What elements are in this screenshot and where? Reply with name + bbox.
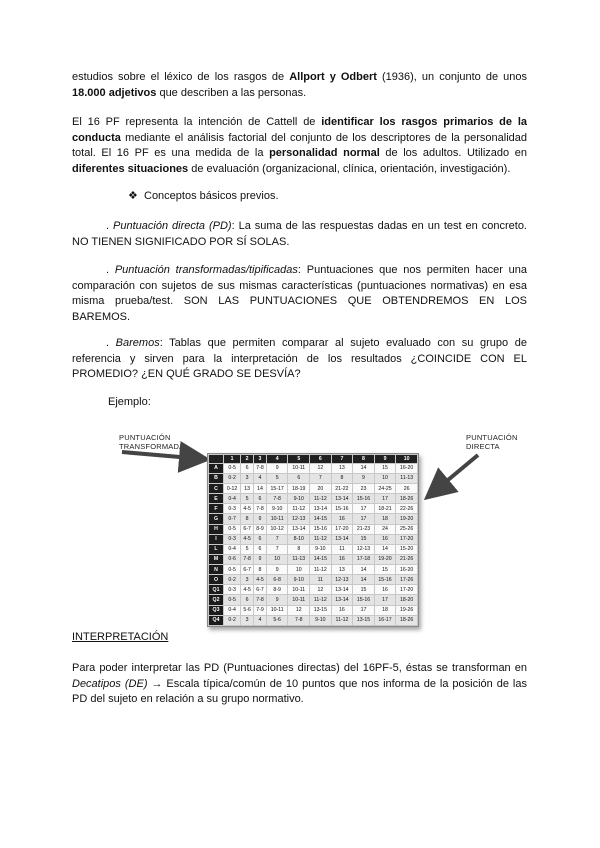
table-cell: 14 [374, 544, 396, 554]
header-cell: 3 [254, 455, 267, 464]
header-cell: 9 [374, 455, 396, 464]
table-cell: 16-20 [396, 565, 418, 575]
table-cell: 13-15 [353, 615, 375, 625]
table-cell: 7-8 [241, 554, 254, 564]
header-cell: 10 [396, 455, 418, 464]
table-cell: 13 [241, 484, 254, 494]
table-cell: 7-8 [254, 595, 267, 605]
table-cell: 6-7 [241, 524, 254, 534]
table-cell: 18-26 [396, 494, 418, 504]
table-row [209, 575, 418, 585]
table-cell: 17 [353, 514, 375, 524]
table-cell: 9 [254, 554, 267, 564]
label-puntuacion-transformada: PUNTUACIÓN TRANSFORMADA [119, 433, 185, 451]
table-cell: 13-14 [331, 494, 353, 504]
paragraph-interpretacion: Para poder interpretar las PD (Puntuaciones directas) del 16PF-5, éstas se transforman en Decatipos (DE) → Escala típica/común de 10 puntos que nos informa de la posición de las PD del sujeto en relación a su grupo normativo. [72, 662, 527, 705]
table-cell: 14 [353, 463, 375, 473]
table-cell: 26 [396, 484, 418, 494]
table-cell: 0-7 [224, 514, 241, 524]
table-cell: 3 [241, 473, 254, 483]
table-cell: 12-13 [353, 544, 375, 554]
table-cell: 10-11 [266, 605, 288, 615]
bold-adjetivos: 18.000 adjetivos [72, 86, 157, 99]
table-cell: 0-4 [224, 605, 241, 615]
table-cell: 17 [374, 595, 396, 605]
table-cell: 0-4 [224, 494, 241, 504]
table-cell: 16-20 [396, 463, 418, 473]
table-cell: 18 [374, 514, 396, 524]
table-cell: 9-10 [288, 575, 310, 585]
table-cell: 3 [241, 615, 254, 625]
table-cell: 19-20 [374, 554, 396, 564]
table-cell: 0-3 [224, 585, 241, 595]
table-cell: 17-26 [396, 575, 418, 585]
table-cell: 11-12 [310, 494, 332, 504]
paragraph-16pf: El 16 PF representa la intención de Cattell de identificar los rasgos primarios de la conducta mediante el análisis factorial del conjunto de los descriptores de la personalidad total. El 16 PF es una medida de la personalidad normal de los adultos. Utilizado en diferentes situaciones de evaluación (organizacional, clínica, orientación, investigación). [72, 116, 527, 175]
table-cell: 4-5 [241, 504, 254, 514]
table-cell: 0-5 [224, 565, 241, 575]
table-cell: 0-2 [224, 615, 241, 625]
table-cell: 4 [254, 473, 267, 483]
row-label: H [209, 524, 224, 534]
table-cell: 7-8 [254, 504, 267, 514]
label-puntuacion-directa: PUNTUACIÓN DIRECTA [466, 433, 518, 451]
table-cell: 15-16 [353, 494, 375, 504]
table-cell: 9 [254, 514, 267, 524]
table-body [209, 463, 418, 625]
table-cell: 16 [331, 605, 353, 615]
table-cell: 15 [353, 534, 375, 544]
table-cell: 4-5 [254, 575, 267, 585]
table-row [209, 554, 418, 564]
header-cell: 2 [241, 455, 254, 464]
table-cell: 5 [266, 473, 288, 483]
ejemplo-label: Ejemplo: [108, 396, 151, 408]
table-cell: 18 [374, 605, 396, 615]
row-label: Q1 [209, 585, 224, 595]
table-cell: 8 [241, 514, 254, 524]
table-cell: 12 [310, 463, 332, 473]
table-cell: 11-12 [310, 595, 332, 605]
table-cell: 17-20 [396, 585, 418, 595]
table-cell: 15 [374, 565, 396, 575]
header-cell: 8 [353, 455, 375, 464]
table-cell: 7-8 [266, 494, 288, 504]
table-cell: 8 [288, 544, 310, 554]
row-label: G [209, 514, 224, 524]
table-row [209, 585, 418, 595]
table-cell: 17-20 [396, 534, 418, 544]
row-label: E [209, 494, 224, 504]
table-cell: 4 [254, 615, 267, 625]
table-cell: 17 [353, 605, 375, 615]
table-cell: 15-16 [331, 504, 353, 514]
table-cell: 8 [331, 473, 353, 483]
table-cell: 12-13 [331, 575, 353, 585]
row-label: B [209, 473, 224, 483]
table-cell: 10-11 [266, 514, 288, 524]
row-label: Q4 [209, 615, 224, 625]
table-cell: 8-10 [288, 534, 310, 544]
table-cell: 19-20 [396, 514, 418, 524]
bold-allport-odbert: Allport y Odbert [289, 71, 377, 83]
table-cell: 5-6 [241, 605, 254, 615]
table-cell: 16 [331, 554, 353, 564]
row-label: N [209, 565, 224, 575]
header-cell [209, 455, 224, 464]
table-cell: 13-14 [331, 585, 353, 595]
row-label: O [209, 575, 224, 585]
table-row [209, 595, 418, 605]
definition-puntuacion-directa: . Puntuación directa (PD): La suma de las respuestas dadas en un test en concreto. NO TIENEN SIGNIFICADO POR SÍ SOLAS. [72, 220, 527, 248]
header-cell: 1 [224, 455, 241, 464]
row-label: M [209, 554, 224, 564]
table-cell: 6 [254, 534, 267, 544]
table-cell: 8 [254, 565, 267, 575]
table-cell: 7-9 [254, 605, 267, 615]
table-cell: 0-3 [224, 504, 241, 514]
table-cell: 18-20 [396, 595, 418, 605]
table-header [209, 455, 418, 464]
table-cell: 6-7 [254, 585, 267, 595]
table-cell: 7 [266, 544, 288, 554]
table-row [209, 463, 418, 473]
paragraph-lexico: estudios sobre el léxico de los rasgos de Allport y Odbert (1936), un conjunto de unos 18.000 adjetivos que describen a las personas. [72, 71, 527, 99]
table-cell: 14 [353, 575, 375, 585]
table-cell: 7-8 [254, 463, 267, 473]
table-row [209, 565, 418, 575]
table-row [209, 615, 418, 625]
table-cell: 18-26 [396, 615, 418, 625]
table-row [209, 494, 418, 504]
table-cell: 7 [266, 534, 288, 544]
row-label: C [209, 484, 224, 494]
table-cell: 9-10 [266, 504, 288, 514]
definition-baremos: . Baremos: Tablas que permiten comparar al sujeto evaluado con su grupo de referencia y sirven para la interpretación de los resultados ¿COINCIDE CON EL PROMEDIO? ¿EN QUÉ GRADO SE DESVÍA? [72, 337, 527, 380]
table-cell: 9-10 [310, 544, 332, 554]
table-row [209, 504, 418, 514]
table-cell: 6-8 [266, 575, 288, 585]
table-cell: 9-10 [310, 615, 332, 625]
table-cell: 16 [374, 585, 396, 595]
table-cell: 19-26 [396, 605, 418, 615]
table-cell: 9 [266, 463, 288, 473]
table-cell: 13 [331, 463, 353, 473]
table-cell: 9 [353, 473, 375, 483]
table-cell: 18-19 [288, 484, 310, 494]
table-cell: 15-16 [310, 524, 332, 534]
table-cell: 11-12 [331, 615, 353, 625]
table-cell: 0-5 [224, 463, 241, 473]
table-cell: 0-2 [224, 473, 241, 483]
table-cell: 21-26 [396, 554, 418, 564]
table-cell: 15-17 [266, 484, 288, 494]
table-cell: 7-8 [288, 615, 310, 625]
table-cell: 13-14 [288, 524, 310, 534]
header-cell: 6 [310, 455, 332, 464]
table-cell: 5 [241, 494, 254, 504]
table-cell: 8-9 [254, 524, 267, 534]
table-cell: 10-11 [288, 463, 310, 473]
table-row [209, 473, 418, 483]
table-cell: 9 [266, 595, 288, 605]
table-cell: 15-20 [396, 544, 418, 554]
table-cell: 14 [254, 484, 267, 494]
table-cell: 16 [374, 534, 396, 544]
table-cell: 5 [241, 544, 254, 554]
baremo-table [207, 453, 419, 627]
table-cell: 6 [288, 473, 310, 483]
table-cell: 12-13 [288, 514, 310, 524]
row-label: L [209, 544, 224, 554]
table-cell: 13-15 [310, 605, 332, 615]
table-cell: 8-9 [266, 585, 288, 595]
table-cell: 14 [353, 565, 375, 575]
table-cell: 20 [310, 484, 332, 494]
row-label: A [209, 463, 224, 473]
table-cell: 18-21 [374, 504, 396, 514]
table-cell: 13-14 [331, 534, 353, 544]
table-cell: 0-6 [224, 554, 241, 564]
table-cell: 14-15 [310, 554, 332, 564]
table-cell: 9 [266, 565, 288, 575]
table-cell: 6 [254, 494, 267, 504]
heading-interpretacion: INTERPRETACIÓN [72, 631, 169, 643]
table-cell: 17 [353, 504, 375, 514]
bullet-conceptos: ❖ Conceptos básicos previos. [128, 190, 279, 202]
table-cell: 11-12 [288, 504, 310, 514]
table-cell: 14-15 [310, 514, 332, 524]
table-cell: 11-12 [310, 565, 332, 575]
table-cell: 21-22 [331, 484, 353, 494]
header-cell: 4 [266, 455, 288, 464]
table-cell: 6 [241, 463, 254, 473]
definition-puntuacion-transformada: . Puntuación transformadas/tipificadas: Puntuaciones que nos permiten hacer una comparación con sujetos de sus mismas características (puntuaciones normativas) en esa misma prueba/test. SON LAS PUNTUACIONES QUE OBTENDREMOS EN LOS BAREMOS. [72, 264, 527, 323]
table-cell: 0-5 [224, 595, 241, 605]
table-cell: 10-11 [288, 595, 310, 605]
table-cell: 24 [374, 524, 396, 534]
table-cell: 13 [331, 565, 353, 575]
table-cell: 5-6 [266, 615, 288, 625]
table-cell: 12 [310, 585, 332, 595]
table-cell: 12 [288, 605, 310, 615]
table-cell: 0-3 [224, 534, 241, 544]
table-cell: 11-13 [288, 554, 310, 564]
table-cell: 10 [374, 473, 396, 483]
row-label: I [209, 534, 224, 544]
table-cell: 10 [288, 565, 310, 575]
table-cell: 0-12 [224, 484, 241, 494]
table-cell: 23 [353, 484, 375, 494]
table-cell: 13-14 [331, 595, 353, 605]
table-cell: 9-10 [288, 494, 310, 504]
table-cell: 11-12 [310, 534, 332, 544]
table-cell: 15 [374, 463, 396, 473]
table-cell: 15-16 [374, 575, 396, 585]
table-cell: 22-26 [396, 504, 418, 514]
table-cell: 25-26 [396, 524, 418, 534]
table-cell: 17-20 [331, 524, 353, 534]
table-cell: 21-23 [353, 524, 375, 534]
table-cell: 13-14 [310, 504, 332, 514]
table-cell: 0-5 [224, 524, 241, 534]
table-cell: 11 [331, 544, 353, 554]
header-cell: 7 [331, 455, 353, 464]
table-cell: 3 [241, 575, 254, 585]
table-cell: 6 [241, 595, 254, 605]
arrow-right-icon [430, 455, 478, 495]
header-cell: 5 [288, 455, 310, 464]
table-cell: 0-4 [224, 544, 241, 554]
table-cell: 10-11 [288, 585, 310, 595]
table-cell: 7 [310, 473, 332, 483]
table-row [209, 484, 418, 494]
table-cell: 6-7 [241, 565, 254, 575]
table-cell: 11-13 [396, 473, 418, 483]
table-row [209, 524, 418, 534]
table-row [209, 544, 418, 554]
table-cell: 17-18 [353, 554, 375, 564]
table-cell: 15 [353, 585, 375, 595]
table-cell: 17 [374, 494, 396, 504]
diamond-bullet-icon: ❖ [128, 190, 138, 202]
table-cell: 10-12 [266, 524, 288, 534]
table-cell: 6 [254, 544, 267, 554]
table-cell: 24-25 [374, 484, 396, 494]
table-cell: 10 [266, 554, 288, 564]
table-cell: 16-17 [374, 615, 396, 625]
table-cell: 0-2 [224, 575, 241, 585]
table-cell: 4-5 [241, 585, 254, 595]
table-cell: 11 [310, 575, 332, 585]
table-cell: 16 [331, 514, 353, 524]
row-label: F [209, 504, 224, 514]
table-row [209, 514, 418, 524]
table-row [209, 534, 418, 544]
table-cell: 4-5 [241, 534, 254, 544]
table-row [209, 605, 418, 615]
row-label: Q3 [209, 605, 224, 615]
row-label: Q2 [209, 595, 224, 605]
arrow-left-icon [122, 452, 203, 459]
table-cell: 15-16 [353, 595, 375, 605]
